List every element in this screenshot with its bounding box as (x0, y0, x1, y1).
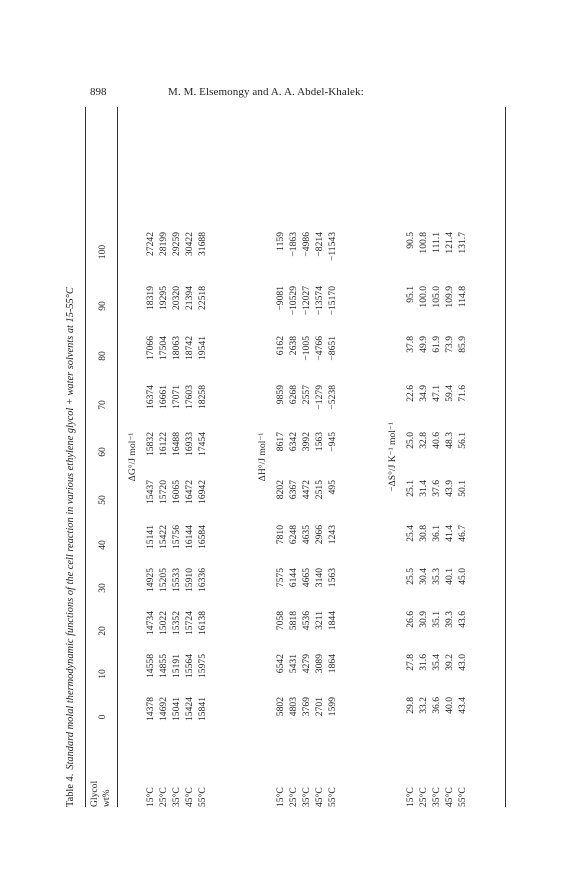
table-cell: 39.2 (444, 654, 455, 671)
section-heading: ΔH°/J mol⁻¹ (257, 432, 268, 482)
table-cell: 35.3 (431, 568, 442, 585)
table-cell: 495 (327, 480, 338, 495)
table-cell: −4766 (314, 336, 325, 361)
table-cell: 6367 (288, 480, 299, 500)
header-rule (117, 107, 118, 807)
table-cell: 15141 (145, 525, 156, 549)
row-temperature: 45°C (314, 787, 325, 807)
table-cell: 36.1 (431, 525, 442, 542)
table-cell: 1844 (327, 611, 338, 631)
column-header-100: 100 (97, 244, 108, 260)
row-temperature: 55°C (457, 787, 468, 807)
table-cell: 22.6 (405, 385, 416, 402)
table-cell: 35.4 (431, 654, 442, 671)
table-cell: 59.4 (444, 385, 455, 402)
table-cell: 19295 (158, 286, 169, 310)
table-cell: 27242 (145, 232, 156, 256)
row-temperature: 25°C (418, 787, 429, 807)
table-cell: 6144 (288, 568, 299, 588)
table-cell: −1279 (314, 385, 325, 410)
table-cell: 32.8 (418, 432, 429, 449)
table-cell: 4803 (288, 697, 299, 717)
table-cell: 3089 (314, 654, 325, 674)
table-cell: 25.0 (405, 432, 416, 449)
table-cell: −12027 (301, 286, 312, 316)
corner-line-2: wt% (101, 789, 112, 807)
table-cell: 4536 (301, 611, 312, 631)
table-cell: 30.9 (418, 611, 429, 628)
table-cell: 3140 (314, 568, 325, 588)
table-cell: 34.9 (418, 385, 429, 402)
table-cell: −9081 (275, 286, 286, 311)
table-cell: 5818 (288, 611, 299, 631)
table-cell: 25.1 (405, 480, 416, 497)
table-cell: 15352 (171, 611, 182, 635)
table-cell: 16584 (197, 525, 208, 549)
table-cell: 8202 (275, 480, 286, 500)
table-cell: −5238 (327, 385, 338, 410)
column-header-90: 90 (97, 301, 108, 311)
column-header-40: 40 (97, 540, 108, 550)
table-caption-text: Standard molal thermodynamic functions of the cell reaction in various ethylene glycol + water solvents at 15-55°C (65, 287, 76, 770)
table-cell: 7058 (275, 611, 286, 631)
table-cell: 15975 (197, 654, 208, 678)
table-cell: 16138 (197, 611, 208, 635)
table-cell: 15437 (145, 480, 156, 504)
table-cell: 37.6 (431, 480, 442, 497)
table-cell: 56.1 (457, 432, 468, 449)
table-cell: 15191 (171, 654, 182, 678)
table-cell: 25.5 (405, 568, 416, 585)
table-cell: 45.0 (457, 568, 468, 585)
table-cell: 15022 (158, 611, 169, 635)
running-head-authors: M. M. Elsemongy and A. A. Abdel-Khalek: (168, 86, 364, 98)
table-cell: 43.4 (457, 697, 468, 714)
table-cell: −11543 (327, 232, 338, 262)
table-cell: 30.4 (418, 568, 429, 585)
table-cell: 16488 (171, 432, 182, 456)
table-cell: 5431 (288, 654, 299, 674)
table-cell: 6248 (288, 525, 299, 545)
table-cell: 16472 (184, 480, 195, 504)
table-cell: 109.9 (444, 286, 455, 308)
table-cell: 1599 (327, 697, 338, 717)
table-cell: 20320 (171, 286, 182, 310)
table-cell: 1563 (327, 568, 338, 588)
table-cell: 1243 (327, 525, 338, 545)
table-cell: 15724 (184, 611, 195, 635)
column-corner-label (89, 759, 113, 807)
table-cell: 3769 (301, 697, 312, 717)
table-cell: 47.1 (431, 385, 442, 402)
table-cell: 17603 (184, 385, 195, 409)
table-cell: 18063 (171, 336, 182, 360)
table-cell: 4635 (301, 525, 312, 545)
row-temperature: 55°C (327, 787, 338, 807)
table-cell: 15533 (171, 568, 182, 592)
table-cell: 18742 (184, 336, 195, 360)
table-cell: 14734 (145, 611, 156, 635)
table-cell: 15832 (145, 432, 156, 456)
rotated-table (65, 107, 511, 807)
table-cell: 1563 (314, 432, 325, 452)
row-temperature: 45°C (444, 787, 455, 807)
row-temperature: 45°C (184, 787, 195, 807)
row-temperature: 25°C (288, 787, 299, 807)
table-cell: 2638 (288, 336, 299, 356)
table-cell: 50.1 (457, 480, 468, 497)
table-cell: 16336 (197, 568, 208, 592)
table-cell: 15424 (184, 697, 195, 721)
table-cell: 48.3 (444, 432, 455, 449)
table-cell: 40.0 (444, 697, 455, 714)
table-cell: 121.4 (444, 232, 455, 254)
table-cell: 16144 (184, 525, 195, 549)
table-cell: 30422 (184, 232, 195, 256)
row-temperature: 35°C (301, 787, 312, 807)
table-cell: 29259 (171, 232, 182, 256)
table-cell: −1005 (301, 336, 312, 361)
table-cell: 4472 (301, 480, 312, 500)
table-cell: 61.9 (431, 336, 442, 353)
table-cell: 36.6 (431, 697, 442, 714)
table-cell: 40.6 (431, 432, 442, 449)
table-cell: 6342 (288, 432, 299, 452)
table-cell: 43.0 (457, 654, 468, 671)
column-header-80: 80 (97, 351, 108, 361)
table-cell: 31.6 (418, 654, 429, 671)
table-cell: 17454 (197, 432, 208, 456)
table-cell: −13574 (314, 286, 325, 316)
table-cell: 16661 (158, 385, 169, 409)
section-heading: −ΔS°/J K⁻¹ mol⁻¹ (387, 422, 398, 492)
table-cell: 18258 (197, 385, 208, 409)
table-cell: 100.0 (418, 286, 429, 308)
table-cell: 15756 (171, 525, 182, 549)
table-cell: 90.5 (405, 232, 416, 249)
table-cell: 2515 (314, 480, 325, 500)
table-cell: 22518 (197, 286, 208, 310)
table-cell: 95.1 (405, 286, 416, 303)
table-cell: 16933 (184, 432, 195, 456)
table-cell: 14855 (158, 654, 169, 678)
table-cell: 100.8 (418, 232, 429, 254)
table-cell: 30.8 (418, 525, 429, 542)
table-cell: −10529 (288, 286, 299, 316)
table-cell: 2557 (301, 385, 312, 405)
table-cell: 14378 (145, 697, 156, 721)
table-cell: 28199 (158, 232, 169, 256)
top-rule (85, 107, 86, 807)
table-cell: 6162 (275, 336, 286, 356)
table-cell: 73.9 (444, 336, 455, 353)
table-cell: 25.4 (405, 525, 416, 542)
column-header-10: 10 (97, 669, 108, 679)
table-cell: 7810 (275, 525, 286, 545)
table-cell: 17504 (158, 336, 169, 360)
table-cell: 114.8 (457, 286, 468, 308)
table-cell: −15170 (327, 286, 338, 316)
table-cell: 131.7 (457, 232, 468, 254)
column-header-70: 70 (97, 400, 108, 410)
table-cell: 15841 (197, 697, 208, 721)
table-cell: −8214 (314, 232, 325, 257)
row-temperature: 35°C (171, 787, 182, 807)
table-cell: 2966 (314, 525, 325, 545)
table-cell: 16374 (145, 385, 156, 409)
table-cell: 105.0 (431, 286, 442, 308)
column-header-60: 60 (97, 447, 108, 457)
bottom-rule (505, 107, 506, 807)
table-cell: 40.1 (444, 568, 455, 585)
table-cell: 1159 (275, 232, 286, 251)
table-cell: 49.9 (418, 336, 429, 353)
table-label: Table 4. (65, 773, 76, 807)
table-cell: 1864 (327, 654, 338, 674)
table-cell: 39.3 (444, 611, 455, 628)
table-cell: 21394 (184, 286, 195, 310)
row-temperature: 15°C (405, 787, 416, 807)
table-cell: 43.9 (444, 480, 455, 497)
table-cell: 71.6 (457, 385, 468, 402)
row-temperature: 35°C (431, 787, 442, 807)
table-cell: 7575 (275, 568, 286, 588)
table-cell: −945 (327, 432, 338, 452)
table-cell: 8617 (275, 432, 286, 452)
table-cell: 31.4 (418, 480, 429, 497)
table-cell: 43.6 (457, 611, 468, 628)
table-cell: 18319 (145, 286, 156, 310)
table-cell: 111.1 (431, 232, 442, 253)
table-cell: 37.8 (405, 336, 416, 353)
table-cell: 15564 (184, 654, 195, 678)
table-cell: 6268 (288, 385, 299, 405)
table-cell: 31688 (197, 232, 208, 256)
table-cell: 27.8 (405, 654, 416, 671)
page-number: 898 (90, 86, 107, 98)
table-cell: 9859 (275, 385, 286, 405)
table-cell: 15422 (158, 525, 169, 549)
table-cell: 15910 (184, 568, 195, 592)
column-header-0: 0 (97, 714, 108, 720)
row-temperature: 15°C (275, 787, 286, 807)
row-temperature: 15°C (145, 787, 156, 807)
table-cell: −8651 (327, 336, 338, 361)
table-cell: 41.4 (444, 525, 455, 542)
row-temperature: 55°C (197, 787, 208, 807)
section-heading: ΔG°/J mol⁻¹ (127, 432, 138, 482)
column-header-20: 20 (97, 626, 108, 636)
table-cell: 15205 (158, 568, 169, 592)
page-header (0, 86, 565, 102)
table-cell: 14925 (145, 568, 156, 592)
table-cell: 17071 (171, 385, 182, 409)
corner-line-1: Glycol (89, 780, 100, 807)
table-cell: 3211 (314, 611, 325, 630)
table-cell: 29.8 (405, 697, 416, 714)
table-cell: 35.1 (431, 611, 442, 628)
table-cell: 17066 (145, 336, 156, 360)
table-cell: −1863 (288, 232, 299, 257)
table-cell: 4279 (301, 654, 312, 674)
table-cell: 5802 (275, 697, 286, 717)
table-caption (65, 107, 79, 807)
table-cell: −4986 (301, 232, 312, 257)
table-cell: 15720 (158, 480, 169, 504)
table-cell: 15041 (171, 697, 182, 721)
table-cell: 16065 (171, 480, 182, 504)
table-cell: 16942 (197, 480, 208, 504)
table-cell: 33.2 (418, 697, 429, 714)
table-cell: 16122 (158, 432, 169, 456)
column-header-30: 30 (97, 583, 108, 593)
column-header-50: 50 (97, 495, 108, 505)
table-cell: 19541 (197, 336, 208, 360)
table-cell: 14558 (145, 654, 156, 678)
table-cell: 85.9 (457, 336, 468, 353)
table-cell: 3992 (301, 432, 312, 452)
row-temperature: 25°C (158, 787, 169, 807)
table-cell: 6542 (275, 654, 286, 674)
table-cell: 46.7 (457, 525, 468, 542)
table-cell: 4665 (301, 568, 312, 588)
table-cell: 2701 (314, 697, 325, 717)
table-cell: 14692 (158, 697, 169, 721)
table-cell: 26.6 (405, 611, 416, 628)
